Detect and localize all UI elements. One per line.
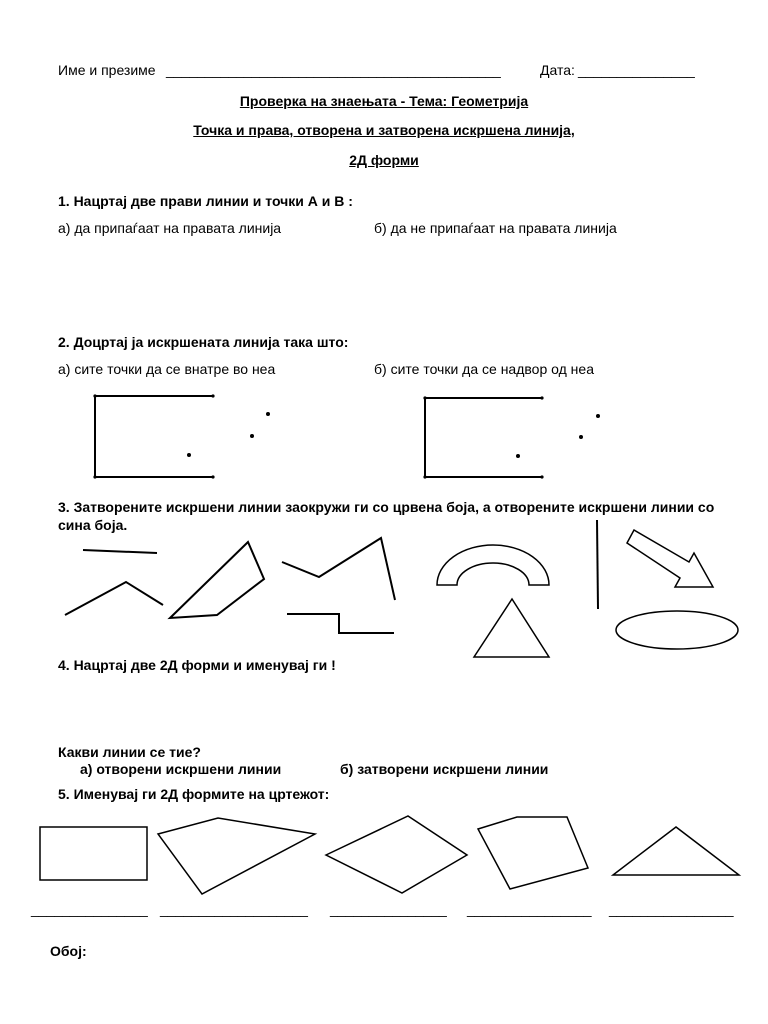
q2-dot — [596, 414, 600, 418]
q5-pentagon — [478, 817, 588, 889]
title-line-2: Точка и права, отворена и затворена искршена линија, — [193, 122, 575, 138]
q3-closed-quadrilateral — [170, 542, 264, 618]
q4-option-a: а) отворени искршени линии — [80, 761, 282, 777]
q3-prompt-line-1: 3. Затворените искршени линии заокружи ги со црвена боја, а отворените искршени линии со — [58, 499, 715, 515]
title-line-1: Проверка на знаењата - Тема: Геометрија — [239, 93, 529, 109]
name-label: Име и презиме — [58, 62, 156, 78]
q3-prompt-line-2: сина боја. — [58, 517, 128, 533]
answer-blank-5[interactable]: ________________ — [609, 901, 734, 917]
q3-open-zigzag-line — [282, 538, 395, 600]
q2-option-b: б) сите точки да се надвор од неа — [374, 361, 594, 377]
q3-open-step-line — [287, 614, 394, 633]
q4-question: Какви линии се тие? — [58, 744, 201, 760]
q2-option-a: а) сите точки да се внатре во неа — [58, 361, 276, 377]
q3-open-angle-line — [65, 582, 163, 615]
answer-blank-1[interactable]: _______________ — [31, 901, 148, 917]
q1-prompt: 1. Нацртај две прави линии и точки А и В : — [58, 193, 353, 209]
q1-option-b: б) да не припаѓаат на правата линија — [374, 220, 617, 236]
answer-blank-2[interactable]: ___________________ — [160, 901, 308, 917]
q3-vertical-line — [597, 520, 598, 609]
q3-arrow-shape — [627, 530, 713, 587]
q2-broken-line-right — [423, 396, 543, 478]
q2-dot — [187, 453, 191, 457]
q5-quadrilateral — [158, 818, 315, 894]
q5-prompt: 5. Именувај ги 2Д формите на цртежот: — [58, 786, 330, 802]
q2-dot — [579, 435, 583, 439]
answer-blank-3[interactable]: _______________ — [330, 901, 447, 917]
q3-ellipse — [616, 611, 738, 649]
name-blank[interactable]: ___________________________________________ — [166, 62, 501, 78]
q4-option-b: б) затворени искршени линии — [340, 761, 549, 777]
q2-dot — [516, 454, 520, 458]
q2-dot — [250, 434, 254, 438]
q3-straight-segment — [83, 550, 157, 553]
q2-dot — [266, 412, 270, 416]
q5-rhombus — [326, 816, 467, 893]
q1-option-a: а) да припаѓаат на правата линија — [58, 220, 282, 236]
q3-arch-shape — [437, 545, 549, 585]
q2-prompt: 2. Доцртај ја искршената линија така што: — [58, 334, 349, 350]
grade-label: Обој: — [50, 943, 87, 959]
answer-blank-4[interactable]: ________________ — [467, 901, 592, 917]
title-line-3: 2Д форми — [349, 152, 419, 168]
q5-triangle — [613, 827, 739, 875]
date-label: Дата: — [540, 62, 575, 78]
date-blank[interactable]: _______________ — [578, 62, 695, 78]
q2-broken-line-left — [93, 394, 214, 478]
q3-triangle — [474, 599, 549, 657]
q4-prompt: 4. Нацртај две 2Д форми и именувај ги ! — [58, 657, 336, 673]
q5-rectangle — [40, 827, 147, 880]
